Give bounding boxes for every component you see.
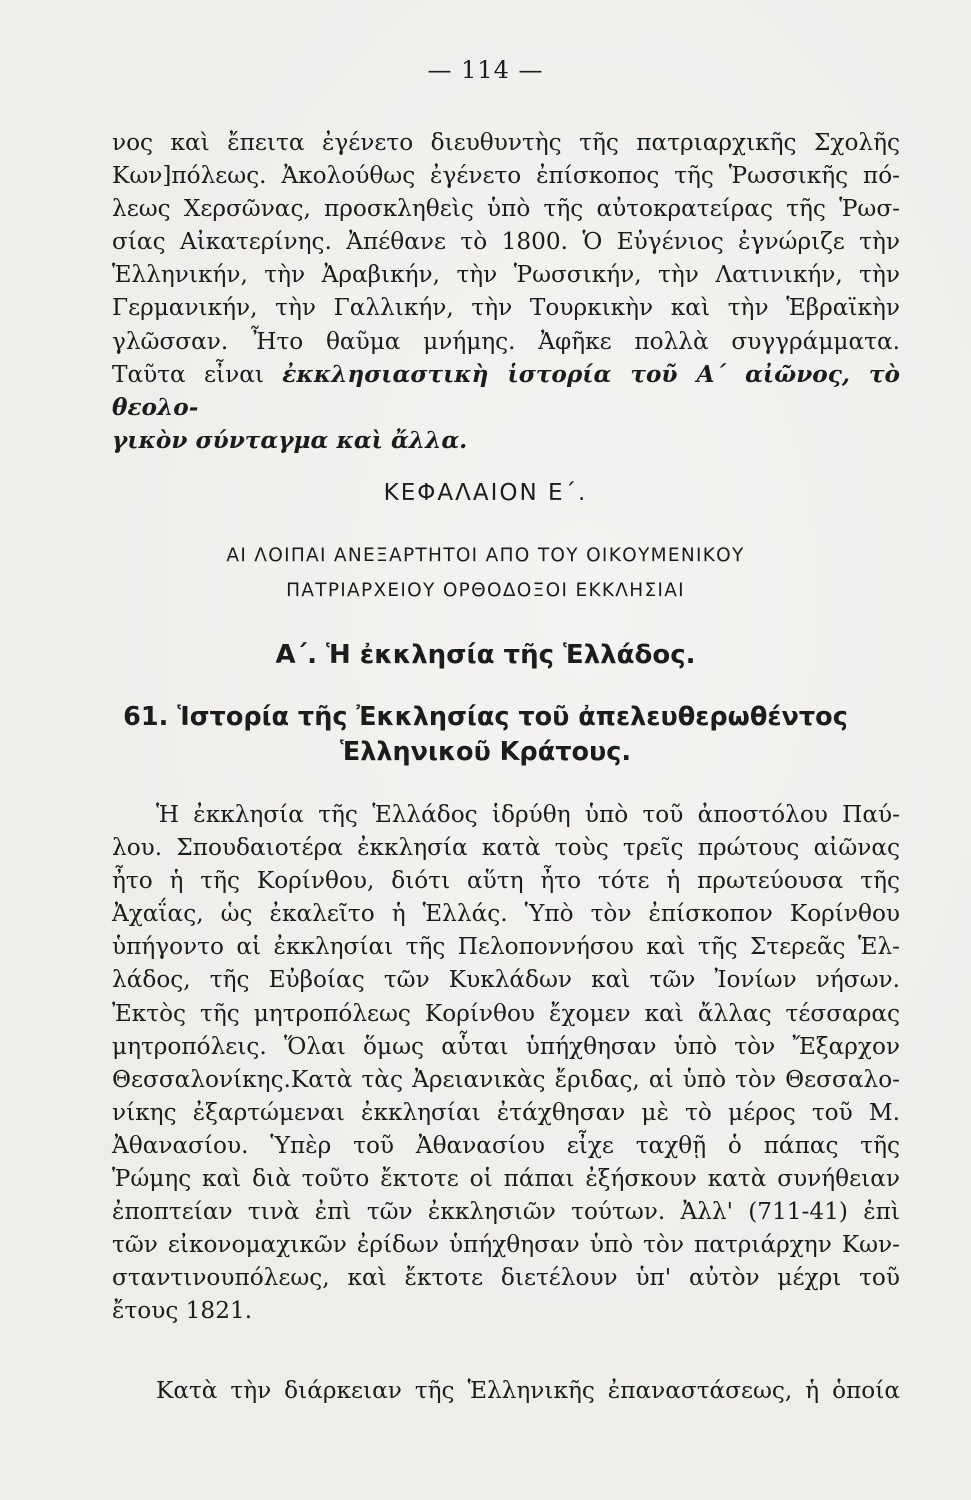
text-line: Ἀθανασίου. Ὑπὲρ τοῦ Ἀθανασίου εἶχε ταχθῇ ὁ πάπας τῆς xyxy=(112,1131,900,1159)
emphasized-title-end: γικὸν σύνταγμα καὶ ἄλλα. xyxy=(112,426,468,454)
article-body-paragraph xyxy=(112,798,900,1328)
text-line: λεως Χερσῶνας, προσκληθεὶς ὑπὸ τῆς αὐτοκρατείρας τῆς Ῥωσ- xyxy=(112,195,900,223)
text-line: νίκης ἐξαρτώμεναι ἐκκλησίαι ἐτάχθησαν μὲ τὸ μέρος τοῦ Μ. xyxy=(112,1098,900,1126)
chapter-subtitle-line-2: ΠΑΤΡΙΑΡΧΕΙΟΥ ΟΡΘΟΔΟΞΟΙ ΕΚΚΛΗΣΙΑΙ xyxy=(286,580,685,601)
chapter-subtitle-line-1: ΑΙ ΛΟΙΠΑΙ ΑΝΕΞΑΡΤΗΤΟΙ ΑΠΟ ΤΟΥ ΟΙΚΟΥΜΕΝΙΚΟΥ xyxy=(226,545,745,566)
text-line: ἦτο ἡ τῆς Κορίνθου, διότι αὕτη ἦτο τότε ἡ πρωτεύουσα τῆς xyxy=(112,867,900,895)
text-line-mixed xyxy=(112,358,900,424)
text-line: σταντινουπόλεως, καὶ ἔκτοτε διετέλουν ὑπ' αὐτὸν μέχρι τοῦ xyxy=(112,1264,900,1292)
text-line: λου. Σπουδαιοτέρα ἐκκλησία κατὰ τοὺς τρεῖς πρώτους αἰῶνας xyxy=(112,834,900,862)
plain-text: Ταῦτα εἶναι xyxy=(112,360,283,388)
text-line: Ἐκτὸς τῆς μητροπόλεως Κορίνθου ἔχομεν καὶ ἄλλας τέσσαρας xyxy=(112,999,900,1027)
text-line: νος καὶ ἔπειτα ἐγένετο διευθυντὴς τῆς πατριαρχικῆς Σχολῆς xyxy=(112,129,900,156)
intro-paragraph xyxy=(112,126,900,457)
page-number: — 114 — xyxy=(427,56,544,84)
chapter-heading: ΚΕΦΑΛΑΙΟΝ Ε΄. xyxy=(383,480,588,506)
article-heading-line-1: 61. Ἱστορία τῆς Ἐκκλησίας τοῦ ἀπελευθερωθέντος xyxy=(123,702,848,732)
section-heading: Α΄. Ἡ ἐκκλησία τῆς Ἑλλάδος. xyxy=(275,640,696,670)
text-line: Ῥώμης καὶ διὰ τοῦτο ἔκτοτε οἱ πάπαι ἐξήσκουν κατὰ συνήθειαν xyxy=(112,1165,900,1193)
text-line: Ἀχαΐας, ὡς ἐκαλεῖτο ἡ Ἑλλάς. Ὑπὸ τὸν ἐπίσκοπον Κορίνθου xyxy=(112,900,900,928)
text-line: μητροπόλεις. Ὅλαι ὅμως αὗται ὑπήχθησαν ὑπὸ τὸν Ἔξαρχον xyxy=(112,1032,900,1060)
text-line: Ἡ ἐκκλησία τῆς Ἑλλάδος ἱδρύθη ὑπὸ τοῦ ἀποστόλου Παύ- xyxy=(156,801,900,828)
text-line: σίας Αἰκατερίνης. Ἀπέθανε τὸ 1800. Ὁ Εὐγένιος ἐγνώριζε τὴν xyxy=(112,228,900,256)
text-line: Κατὰ τὴν διάρκειαν τῆς Ἑλληνικῆς ἐπαναστάσεως, ἡ ὁποία xyxy=(156,1377,900,1404)
article-heading-line-2: Ἑλληνικοῦ Κράτους. xyxy=(339,737,632,767)
text-line: Θεσσαλονίκης.Κατὰ τὰς Ἀρειανικὰς ἔριδας, αἱ ὑπὸ τὸν Θεσσαλο- xyxy=(112,1065,900,1093)
text-line: Κων]πόλεως. Ἀκολούθως ἐγένετο ἐπίσκοπος τῆς Ῥωσσικῆς πό- xyxy=(112,162,900,190)
text-line: Ἑλληνικήν, τὴν Ἀραβικήν, τὴν Ῥωσσικήν, τὴν Λατινικήν, τὴν xyxy=(112,261,900,289)
next-paragraph xyxy=(112,1374,900,1407)
text-line: ἔτους 1821. xyxy=(112,1297,253,1325)
text-line: Γερμανικήν, τὴν Γαλλικήν, τὴν Τουρκικὴν καὶ τὴν Ἑβραϊκὴν xyxy=(112,294,900,322)
text-line: λάδος, τῆς Εὐβοίας τῶν Κυκλάδων καὶ τῶν Ἰονίων νήσων. xyxy=(112,966,900,994)
text-line: ἐποπτείαν τινὰ ἐπὶ τῶν ἐκκλησιῶν τούτων. Ἀλλ' (711-41) ἐπὶ xyxy=(112,1198,900,1226)
text-line: τῶν εἰκονομαχικῶν ἐρίδων ὑπήχθησαν ὑπὸ τὸν πατριάρχην Κων- xyxy=(112,1231,900,1259)
emphasized-title: ἐκκλησιαστικὴ ἱστορία τοῦ Α΄ αἰῶνος, τὸ θεολο- xyxy=(112,360,901,421)
text-line: γλῶσσαν. Ἦτο θαῦμα μνήμης. Ἀφῆκε πολλὰ συγγράμματα. xyxy=(112,327,900,355)
text-line: ὑπήγοντο αἱ ἐκκλησίαι τῆς Πελοποννήσου καὶ τῆς Στερεᾶς Ἑλ- xyxy=(112,933,900,961)
